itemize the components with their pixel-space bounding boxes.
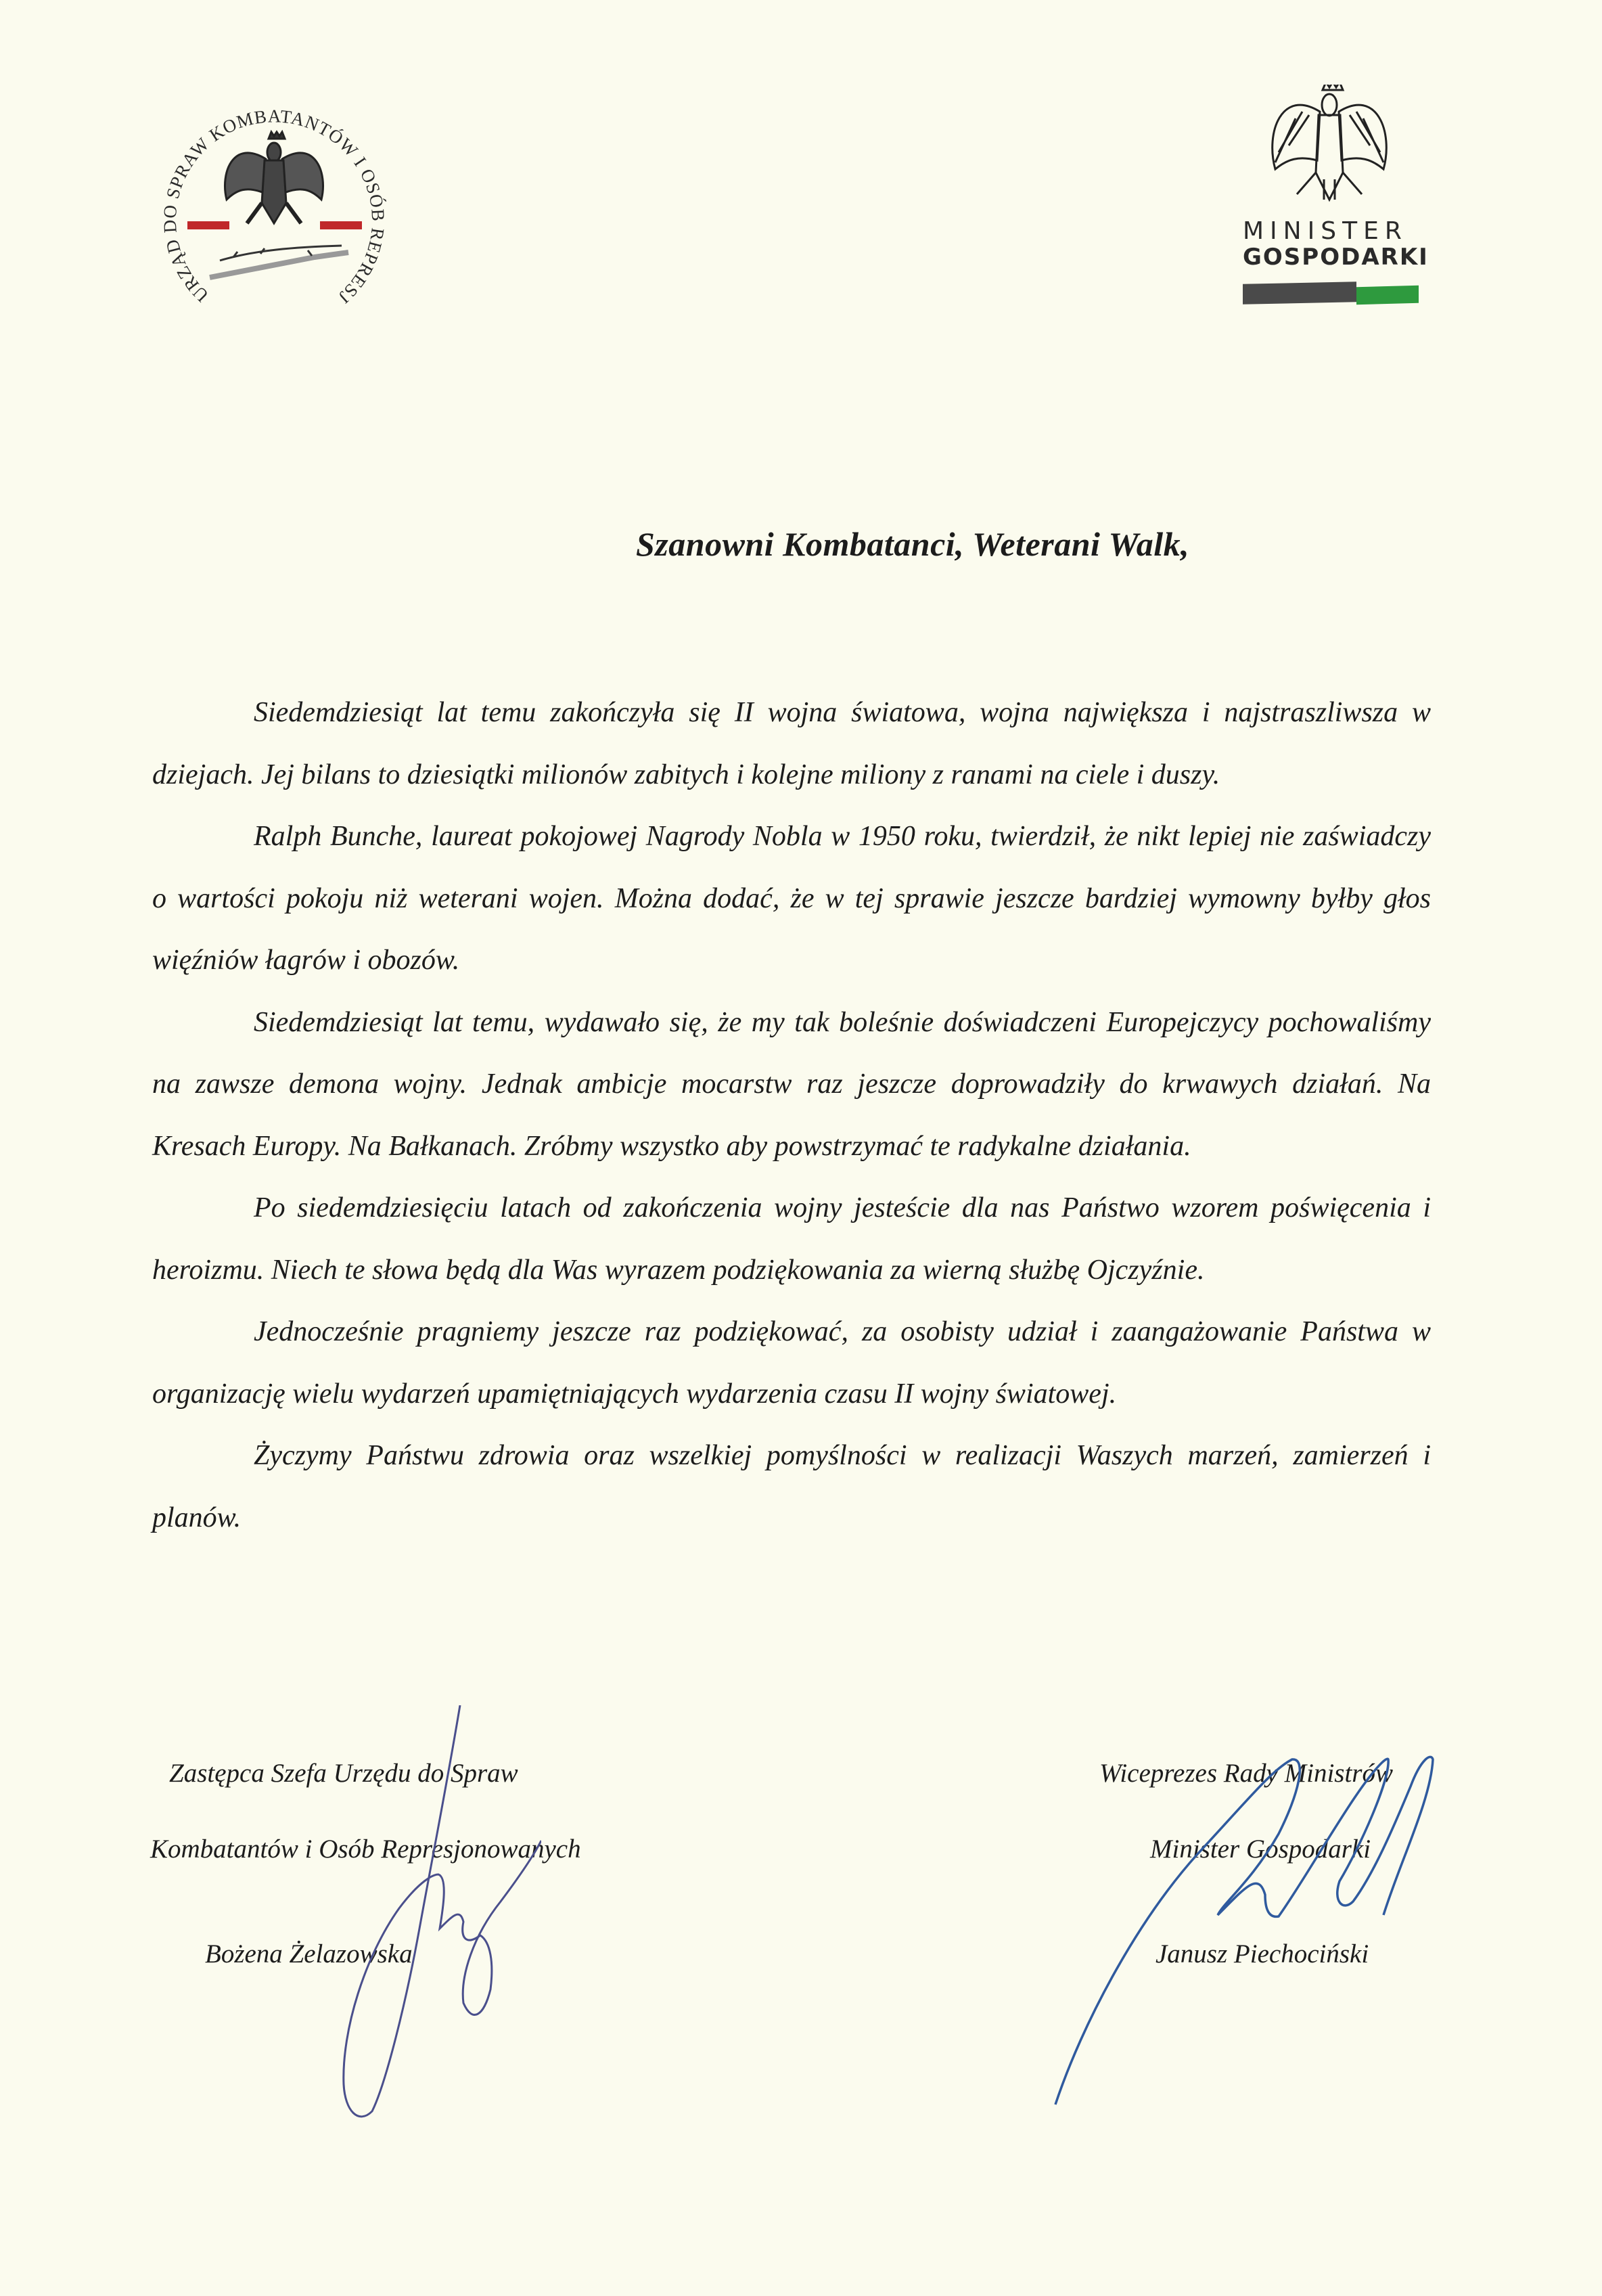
signatory-right-title-line2: Minister Gospodarki — [1150, 1834, 1371, 1864]
logo-title-gospodarki: GOSPODARKI — [1243, 244, 1429, 271]
eagle-emblem-icon — [1241, 85, 1438, 213]
office-seal — [145, 91, 403, 315]
logo-bar-dark — [1243, 282, 1356, 305]
signatory-right-title-line1: Wiceprezes Rady Ministrów — [1099, 1759, 1393, 1788]
signatory-right-name: Janusz Piechociński — [1155, 1939, 1369, 1968]
paragraph: Po siedemdziesięciu latach od zakończenia wojny jesteście dla nas Państwo wzorem poświęcenia i heroizmu. Niech te słowa będą dla Was wyrazem podziękowania za wierną służbę Ojczyźnie. — [152, 1192, 1431, 1286]
signatory-left-name: Bożena Żelazowska — [205, 1939, 413, 1968]
signatory-left-title-line2: Kombatantów i Osób Represjonowanych — [150, 1834, 581, 1864]
signature-stroke — [1055, 1757, 1433, 2104]
logo-bar-green — [1356, 286, 1419, 305]
ministry-logo — [1241, 85, 1438, 315]
seal-ring-text: URZĄD DO SPRAW KOMBATANTÓW I OSÓB REPRESJ — [159, 106, 389, 308]
paragraph: Siedemdziesiąt lat temu zakończyła się II wojna światowa, wojna największa i najstraszliwsza w dziejach. Jej bilans to dziesiątki milionów zabitych i kolejne miliony z ranami na ciele i duszy. — [152, 697, 1431, 790]
sword-barbed-wire-icon — [210, 246, 348, 277]
signatory-left-title-line1: Zastępca Szefa Urzędu do Spraw — [169, 1759, 518, 1788]
logo-title-minister: MINISTER — [1243, 217, 1408, 245]
paragraph: Jednocześnie pragniemy jeszcze raz podziękować, za osobisty udział i zaangażowanie Państwa w organizację wielu wydarzeń upamiętniających wydarzenia czasu II wojny światowej. — [152, 1316, 1431, 1410]
salutation: Szanowni Kombatanci, Weterani Walk, — [636, 525, 1190, 563]
handwritten-signature-right — [1042, 1739, 1461, 2118]
paragraph: Ralph Bunche, laureat pokojowej Nagrody Nobla w 1950 roku, twierdził, że nikt lepiej nie zaświadczy o wartości pokoju niż weterani wojen. Można dodać, że w tej sprawie jeszcze bardziej wymowny byłby głos więźniów łagrów i obozów. — [152, 821, 1431, 976]
seal-red-stripe-right — [320, 221, 362, 229]
seal-red-stripe-left — [187, 221, 229, 229]
signature-stroke — [344, 1705, 541, 2117]
eagle-emblem-icon — [225, 132, 323, 223]
handwritten-signature-left — [257, 1705, 541, 2125]
paragraph: Siedemdziesiąt lat temu, wydawało się, że my tak boleśnie doświadczeni Europejczycy pochowaliśmy na zawsze demona wojny. Jednak ambicje mocarstw raz jeszcze doprowadziły do krwawych działań. Na Kresach Europy. Na Bałkanach. Zróbmy wszystko aby powstrzymać te radykalne działania. — [152, 1006, 1431, 1162]
letter-body — [152, 682, 1431, 1549]
paragraph: Życzymy Państwu zdrowia oraz wszelkiej pomyślności w realizacji Waszych marzeń, zamierzeń i planów. — [152, 1440, 1431, 1533]
